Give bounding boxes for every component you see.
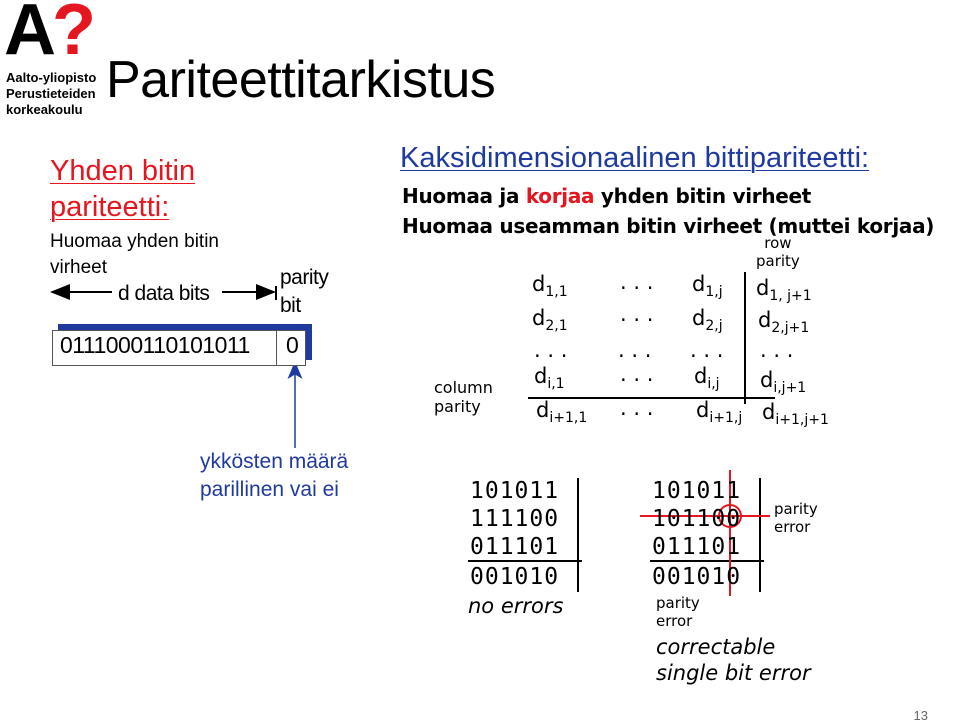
matrix-dots: . . . xyxy=(620,302,654,326)
matrix-d-1-j: $d_{1,j}$ xyxy=(692,272,723,300)
example-left-row-1: 101011 xyxy=(470,478,560,504)
logo-line-2: Perustieteiden xyxy=(6,86,96,101)
matrix-d-i1-1: $d_{i+1,1}$ xyxy=(536,398,588,426)
left-text-1: Huomaa yhden bitin xyxy=(50,231,219,252)
data-bits-value: 0111000110101011 xyxy=(60,332,250,358)
logo-line-1: Aalto-yliopisto xyxy=(6,70,97,85)
column-parity-label: column parity xyxy=(434,378,493,416)
slide-title: Pariteettitarkistus xyxy=(106,51,496,109)
matrix-dots: . . . xyxy=(620,362,654,386)
example-right-row-3: 011101 xyxy=(652,534,742,560)
example-left-row-4: 001010 xyxy=(470,564,560,590)
parity-note: ykkösten määrä parillinen vai ei xyxy=(200,450,349,501)
matrix-d-i-j: $d_{i,j}$ xyxy=(694,364,720,392)
data-bits-label: d data bits xyxy=(118,282,210,305)
matrix-d-i-1: $d_{i,1}$ xyxy=(534,364,565,392)
left-heading-2: pariteetti: xyxy=(50,191,170,223)
example-left-row-2: 111100 xyxy=(470,506,560,532)
matrix-d-1-1: $d_{1,1}$ xyxy=(532,272,568,300)
logo-line-3: korkeakoulu xyxy=(6,102,83,117)
matrix-d-i-j1: $d_{i,j+1}$ xyxy=(760,368,807,396)
example-right-row-4: 001010 xyxy=(652,564,742,590)
bits-separator xyxy=(276,330,277,366)
correctable-caption: correctable single bit error xyxy=(656,635,811,685)
matrix-dots: . . . xyxy=(760,338,794,362)
matrix-dots: . . . xyxy=(690,338,724,362)
example-right-row-1: 101011 xyxy=(652,478,742,504)
row-parity-label: row parity xyxy=(756,234,800,270)
left-text-2: virheet xyxy=(50,257,108,278)
parity-bit-value: 0 xyxy=(286,332,299,358)
matrix-dots: . . . xyxy=(620,270,654,294)
example-right-row-2: 101100 xyxy=(652,506,742,532)
example-left-row-3: 011101 xyxy=(470,534,560,560)
right-heading: Kaksidimensionaalinen bittipariteetti: xyxy=(400,142,870,174)
matrix-d-2-j: $d_{2,j}$ xyxy=(692,306,723,334)
matrix-d-i1-j: $d_{i+1,j}$ xyxy=(696,398,743,426)
left-heading-1: Yhden bitin xyxy=(50,155,196,187)
aalto-logo-mark: A? xyxy=(4,0,92,70)
matrix-d-2-j1: $d_{2,j+1}$ xyxy=(758,308,810,336)
right-line-1: Huomaa ja korjaa yhden bitin virheet xyxy=(402,184,812,208)
row-parity-error-label: parity error xyxy=(774,500,818,536)
matrix-dots: . . . xyxy=(618,338,652,362)
right-line-2: Huomaa useamman bitin virheet (muttei korjaa) xyxy=(402,214,935,238)
matrix-d-i1-j1: $d_{i+1,j+1}$ xyxy=(762,400,829,428)
column-parity-error-label: parity error xyxy=(656,594,700,630)
page-number: 13 xyxy=(913,708,928,723)
parity-bit-label: parity bit xyxy=(280,266,329,317)
matrix-dots: . . . xyxy=(534,338,568,362)
no-errors-caption: no errors xyxy=(468,594,564,618)
matrix-d-2-1: $d_{2,1}$ xyxy=(532,306,568,334)
matrix-dots: . . . xyxy=(620,396,654,420)
matrix-d-1-j1: $d_{1, j+1}$ xyxy=(756,276,812,304)
